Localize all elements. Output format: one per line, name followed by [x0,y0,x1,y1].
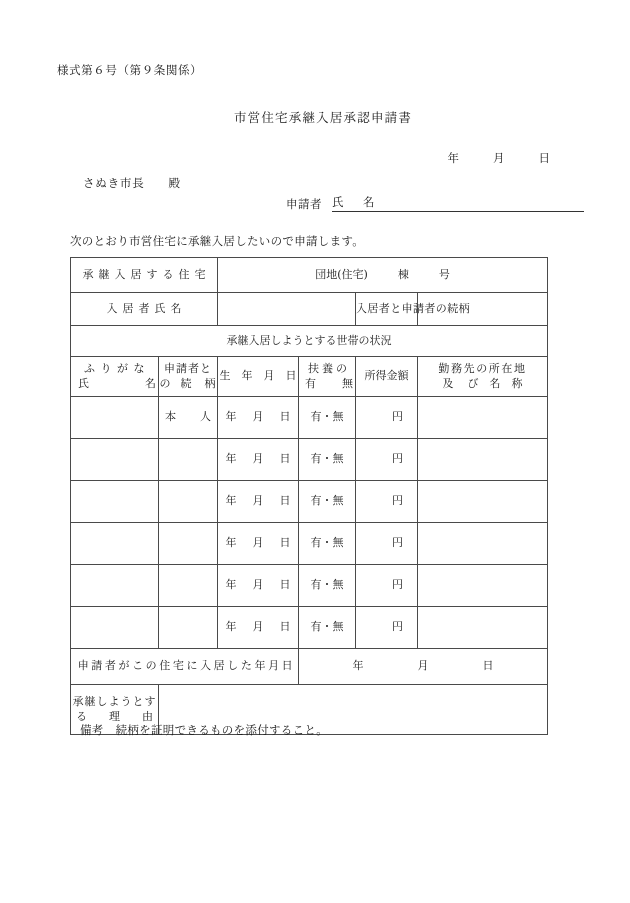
dwelling-label: 承継入居する住宅 [82,267,211,281]
applicant-signature-line [286,194,584,212]
cell-income-unit: 円 [392,620,403,634]
cell-support[interactable] [299,481,356,523]
table-row [71,565,548,607]
cell-birth-month: 月 [252,410,264,424]
movein-month-label: 月 [417,659,429,673]
cell-income-unit: 円 [392,452,403,466]
cell-relation[interactable] [159,439,218,481]
cell-workplace[interactable] [418,607,548,649]
applicant-label: 申請者 [286,197,322,211]
resident-relation-label: 入居者と申請者の続柄 [356,301,470,315]
cell-support-text: 有・無 [310,410,344,424]
cell-relation[interactable] [159,481,218,523]
cell-support[interactable] [299,397,356,439]
date-month-label: 月 [493,151,505,165]
column-header-workplace-l1: 勤務先の所在地 [438,361,527,375]
cell-income-unit: 円 [392,494,403,508]
cell-workplace[interactable] [418,565,548,607]
cell-birthdate-text [226,536,291,549]
column-header-support-text [299,362,355,392]
table-row [71,397,548,439]
column-header-birthdate: 生 年 月 日 [218,357,299,397]
resident-name-input[interactable] [218,293,356,326]
reason-label-c: 由 [142,709,153,723]
column-header-support-no: 無 [342,376,353,390]
column-header-support [299,357,356,397]
cell-birth-month: 月 [252,536,264,550]
cell-support[interactable] [299,523,356,565]
column-header-support-l2 [299,377,355,392]
cell-income[interactable] [356,523,418,565]
column-header-workplace-text [418,362,547,392]
cell-birth-month: 月 [252,620,264,634]
cell-relation[interactable] [159,565,218,607]
movein-date-label: 申請者がこの住宅に入居した年月日 [77,659,296,673]
column-header-workplace-l2 [418,377,547,392]
resident-label-cell [71,293,218,326]
cell-relation-second: 人 [200,410,211,424]
dwelling-value-cell[interactable] [218,258,548,293]
cell-name[interactable] [71,607,159,649]
date-year-label: 年 [447,151,459,165]
movein-date-text [353,659,494,672]
column-header-furigana-name-text [71,362,158,392]
table-row-dwelling [71,258,548,293]
movein-date-label-cell [71,649,299,685]
cell-birth-day: 日 [279,410,291,424]
cell-birth-day: 日 [279,578,291,592]
cell-birth-day: 日 [279,494,291,508]
form-number: 様式第６号（第９条関係） [57,63,203,77]
cell-income-unit: 円 [392,578,403,592]
column-header-name-b: 名 [145,376,156,390]
column-header-workplace [418,357,548,397]
submission-date-line [448,150,551,166]
cell-support-text: 有・無 [310,620,344,634]
dwelling-number-label: 号 [438,267,450,281]
cell-support-text: 有・無 [310,452,344,466]
addressee-name: さぬき市長 [83,176,145,190]
cell-birth-year: 年 [225,452,237,466]
column-header-relation-l2 [159,377,217,392]
cell-workplace[interactable] [418,397,548,439]
cell-birth-day: 日 [279,536,291,550]
column-header-furigana-name [71,357,159,397]
table-row [71,439,548,481]
cell-birth-month: 月 [252,452,264,466]
cell-birth-year: 年 [225,620,237,634]
intro-statement: 次のとおり市営住宅に承継入居したいので申請します。 [70,234,365,248]
cell-workplace[interactable] [418,523,548,565]
cell-income[interactable] [356,565,418,607]
reason-label-l1: 承継しようとす [72,694,157,708]
cell-birthdate-text [226,620,291,633]
table-row [71,607,548,649]
footnote [80,722,328,738]
cell-name[interactable] [71,397,159,439]
cell-birthdate-text [226,452,291,465]
cell-birthdate[interactable] [218,607,299,649]
cell-support[interactable] [299,565,356,607]
movein-day-label: 日 [482,659,494,673]
cell-name[interactable] [71,565,159,607]
dwelling-complex-label: 団地(住宅) [315,267,368,281]
cell-birth-year: 年 [225,536,237,550]
cell-support-text: 有・無 [310,536,344,550]
application-table [70,257,548,735]
cell-relation[interactable] [159,607,218,649]
column-header-relation-b: 続 柄 [180,376,217,390]
cell-birth-year: 年 [225,410,237,424]
column-header-income: 所得金額 [356,357,418,397]
cell-support[interactable] [299,607,356,649]
cell-birthdate[interactable] [218,565,299,607]
column-header-relation-text [159,362,217,392]
cell-birthdate[interactable] [218,481,299,523]
movein-date-value-cell[interactable] [299,649,548,685]
cell-workplace[interactable] [418,481,548,523]
table-row [71,523,548,565]
table-row-section-title [71,326,548,357]
cell-birth-day: 日 [279,620,291,634]
cell-name[interactable] [71,481,159,523]
column-header-name-a: 氏 [78,376,89,390]
household-section-title: 承継入居しようとする世帯の状況 [71,326,548,357]
table-row-resident [71,293,548,326]
cell-name[interactable] [71,523,159,565]
column-header-relation-l1: 申請者と [164,361,212,375]
cell-birthdate[interactable] [218,523,299,565]
cell-income[interactable] [356,481,418,523]
reason-label-text [71,695,158,725]
addressee [83,175,181,191]
movein-year-label: 年 [352,659,364,673]
column-header-support-yes: 有 [305,376,316,390]
cell-relation[interactable] [159,397,218,439]
date-day-label: 日 [538,151,550,165]
cell-birthdate[interactable] [218,397,299,439]
table-row-movein-date [71,649,548,685]
column-header-relation-a: の [159,376,172,390]
footnote-text: 続柄を証明できるものを添付すること。 [115,723,329,737]
column-header-support-l1: 扶養の [308,361,350,375]
column-header-furigana: ふりがな [84,361,150,375]
cell-income[interactable] [356,439,418,481]
dwelling-building-label: 棟 [397,267,409,281]
cell-relation-first: 本 [165,410,176,424]
column-header-workplace-a: 及 [442,376,454,390]
cell-name[interactable] [71,439,159,481]
reason-label-a: る [76,709,87,723]
reason-label-b: 理 [109,709,120,723]
footnote-label: 備考 [80,723,104,737]
cell-birthdate-text [226,494,291,507]
cell-workplace[interactable] [418,439,548,481]
cell-relation[interactable] [159,523,218,565]
cell-income-unit: 円 [392,536,403,550]
cell-birthdate-text [226,578,291,591]
cell-birth-month: 月 [252,494,264,508]
addressee-honorific: 殿 [168,176,181,190]
cell-support-text: 有・無 [310,578,344,592]
cell-income[interactable] [356,607,418,649]
resident-relation-label-cell [356,293,470,326]
dwelling-value-group [315,268,450,281]
applicant-name-label: 氏 名 [332,194,381,212]
resident-name-label: 入居者氏名 [106,301,187,315]
applicant-name-input[interactable] [381,198,584,212]
document-title: 市営住宅承継入居承認申請書 [233,110,413,125]
cell-relation-text [165,410,211,423]
cell-support[interactable] [299,439,356,481]
cell-birthdate-text [226,410,291,423]
table-header-row [71,357,548,397]
cell-income[interactable] [356,397,418,439]
column-header-name-line [71,377,158,392]
dwelling-label-cell [71,258,218,293]
table-row [71,481,548,523]
cell-birthdate[interactable] [218,439,299,481]
cell-birth-month: 月 [252,578,264,592]
column-header-relation [159,357,218,397]
cell-income-unit: 円 [392,410,403,424]
cell-support-text: 有・無 [310,494,344,508]
cell-birth-day: 日 [279,452,291,466]
cell-birth-year: 年 [225,578,237,592]
column-header-workplace-b: び 名 称 [467,376,523,390]
cell-birth-year: 年 [225,494,237,508]
